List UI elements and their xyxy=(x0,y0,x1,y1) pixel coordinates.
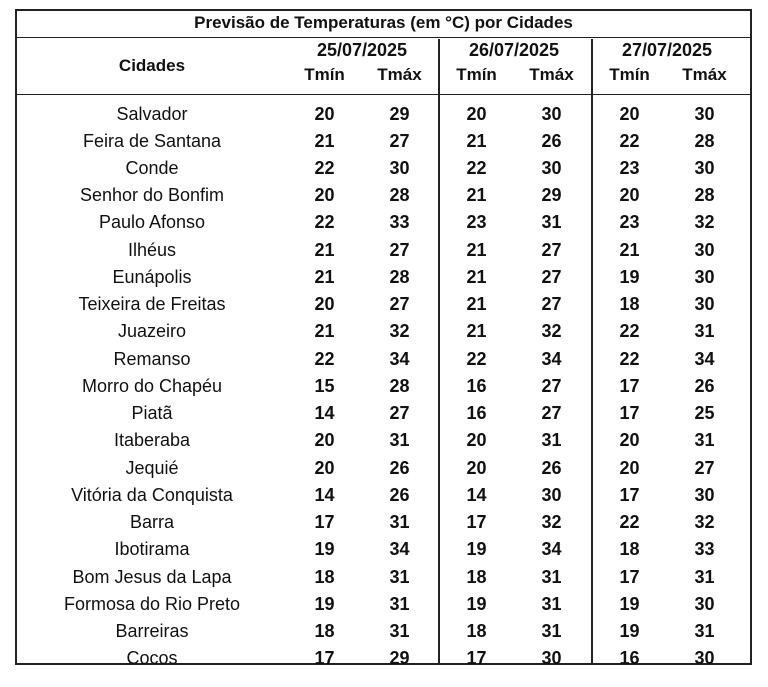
cities-column-header: Cidades xyxy=(118,55,186,75)
tmin-value: 20 xyxy=(314,430,335,450)
tmax-value: 26 xyxy=(389,485,410,505)
table-row xyxy=(17,128,750,155)
tmin-value: 17 xyxy=(466,648,487,668)
tmax-value: 33 xyxy=(694,539,715,559)
tmin-value: 20 xyxy=(314,185,335,205)
table-row xyxy=(17,101,750,128)
tmax-value: 26 xyxy=(389,458,410,478)
tmin-value: 18 xyxy=(466,567,487,587)
tmin-value: 21 xyxy=(466,294,487,314)
city-name: Eunápolis xyxy=(112,267,192,287)
city-name: Remanso xyxy=(113,349,191,369)
table-row xyxy=(17,564,750,591)
date-header-3: 27/07/2025 xyxy=(621,40,713,60)
city-name: Bom Jesus da Lapa xyxy=(72,567,232,587)
table-header xyxy=(17,37,750,95)
table-row xyxy=(17,182,750,209)
tmin-value: 18 xyxy=(619,539,640,559)
tmin-value: 18 xyxy=(619,294,640,314)
tmin-value: 18 xyxy=(314,621,335,641)
tmax-value: 29 xyxy=(541,185,562,205)
tmin-value: 15 xyxy=(314,376,335,396)
tmin-value: 14 xyxy=(466,485,487,505)
city-name: Juazeiro xyxy=(117,321,187,341)
tmax-value: 27 xyxy=(389,131,410,151)
tmax-value: 31 xyxy=(694,621,715,641)
tmax-value: 30 xyxy=(389,158,410,178)
city-name: Senhor do Bonfim xyxy=(79,185,225,205)
table-row xyxy=(17,536,750,563)
tmax-value: 29 xyxy=(389,648,410,668)
city-name: Teixeira de Freitas xyxy=(78,294,226,314)
tmax-value: 31 xyxy=(541,567,562,587)
tmax-value: 26 xyxy=(541,131,562,151)
city-name: Piatã xyxy=(131,403,173,423)
tmax-value: 31 xyxy=(541,212,562,232)
tmin-value: 21 xyxy=(619,240,640,260)
tmax-value: 28 xyxy=(389,376,410,396)
tmax-value: 27 xyxy=(541,267,562,287)
tmax-value: 26 xyxy=(541,458,562,478)
table-row xyxy=(17,264,750,291)
tmax-value: 30 xyxy=(541,158,562,178)
tmax-header: Tmáx xyxy=(377,65,422,84)
tmin-value: 14 xyxy=(314,403,335,423)
tmin-value: 21 xyxy=(466,240,487,260)
table-row xyxy=(17,155,750,182)
tmax-value: 27 xyxy=(389,403,410,423)
tmin-value: 19 xyxy=(314,594,335,614)
tmin-header: Tmín xyxy=(609,65,650,84)
tmin-value: 19 xyxy=(466,539,487,559)
tmax-header: Tmáx xyxy=(682,65,727,84)
table-row xyxy=(17,237,750,264)
table-row xyxy=(17,618,750,645)
tmin-value: 16 xyxy=(619,648,640,668)
tmax-value: 30 xyxy=(694,158,715,178)
tmin-value: 17 xyxy=(314,512,335,532)
city-name: Paulo Afonso xyxy=(98,212,206,232)
tmax-value: 30 xyxy=(541,648,562,668)
tmin-value: 16 xyxy=(466,403,487,423)
tmin-value: 21 xyxy=(314,267,335,287)
table-row xyxy=(17,482,750,509)
tmin-value: 14 xyxy=(314,485,335,505)
city-name: Vitória da Conquista xyxy=(71,485,233,505)
table-title: Previsão de Temperaturas (em °C) por Cidades xyxy=(17,11,750,38)
tmin-value: 22 xyxy=(619,512,640,532)
tmax-value: 30 xyxy=(541,485,562,505)
tmax-value: 28 xyxy=(389,185,410,205)
tmax-value: 31 xyxy=(389,594,410,614)
tmin-value: 20 xyxy=(619,458,640,478)
tmin-value: 19 xyxy=(619,621,640,641)
tmax-value: 26 xyxy=(694,376,715,396)
tmax-value: 28 xyxy=(389,267,410,287)
tmax-value: 30 xyxy=(694,485,715,505)
tmax-value: 28 xyxy=(694,131,715,151)
tmax-value: 31 xyxy=(389,430,410,450)
tmin-value: 21 xyxy=(314,321,335,341)
tmax-value: 27 xyxy=(541,376,562,396)
tmin-value: 23 xyxy=(619,158,640,178)
tmin-value: 18 xyxy=(466,621,487,641)
tmax-value: 27 xyxy=(389,294,410,314)
tmax-value: 30 xyxy=(694,267,715,287)
city-name: Cocos xyxy=(126,648,178,668)
city-name: Ibotirama xyxy=(114,539,190,559)
tmin-value: 20 xyxy=(314,294,335,314)
tmin-value: 16 xyxy=(466,376,487,396)
tmax-value: 27 xyxy=(541,294,562,314)
tmin-value: 22 xyxy=(619,321,640,341)
tmax-value: 27 xyxy=(541,403,562,423)
tmax-header: Tmáx xyxy=(529,65,574,84)
forecast-table xyxy=(15,9,752,668)
tmin-value: 22 xyxy=(466,158,487,178)
city-name: Salvador xyxy=(116,104,188,124)
tmin-value: 23 xyxy=(466,212,487,232)
tmin-value: 22 xyxy=(619,131,640,151)
tmin-value: 17 xyxy=(619,376,640,396)
tmax-value: 32 xyxy=(541,512,562,532)
tmax-value: 30 xyxy=(694,240,715,260)
tmax-value: 30 xyxy=(694,294,715,314)
tmin-value: 21 xyxy=(466,321,487,341)
tmin-value: 21 xyxy=(466,185,487,205)
tmin-value: 19 xyxy=(314,539,335,559)
tmax-value: 31 xyxy=(694,430,715,450)
tmax-value: 32 xyxy=(541,321,562,341)
city-name: Itaberaba xyxy=(113,430,191,450)
tmin-header: Tmín xyxy=(456,65,497,84)
tmax-value: 27 xyxy=(694,458,715,478)
tmax-value: 31 xyxy=(389,621,410,641)
tmin-value: 17 xyxy=(619,403,640,423)
city-name: Feira de Santana xyxy=(82,131,222,151)
tmin-header: Tmín xyxy=(304,65,345,84)
city-name: Barreiras xyxy=(115,621,189,641)
tmax-value: 27 xyxy=(389,240,410,260)
table-row xyxy=(17,318,750,345)
tmax-value: 30 xyxy=(694,594,715,614)
date-header-2: 26/07/2025 xyxy=(468,40,560,60)
tmax-value: 31 xyxy=(541,621,562,641)
tmin-value: 22 xyxy=(314,212,335,232)
tmax-value: 34 xyxy=(694,349,715,369)
city-name: Formosa do Rio Preto xyxy=(63,594,241,614)
tmax-value: 32 xyxy=(389,321,410,341)
tmax-value: 31 xyxy=(541,430,562,450)
tmax-value: 31 xyxy=(541,594,562,614)
date-header-1: 25/07/2025 xyxy=(316,40,408,60)
tmin-value: 21 xyxy=(314,131,335,151)
tmax-value: 34 xyxy=(541,539,562,559)
city-name: Jequié xyxy=(125,458,179,478)
tmax-value: 30 xyxy=(694,104,715,124)
tmax-value: 33 xyxy=(389,212,410,232)
tmax-value: 27 xyxy=(541,240,562,260)
tmin-value: 20 xyxy=(466,430,487,450)
city-name: Ilhéus xyxy=(127,240,177,260)
table-row xyxy=(17,645,750,672)
city-name: Morro do Chapéu xyxy=(81,376,223,396)
tmin-value: 20 xyxy=(314,104,335,124)
tmin-value: 18 xyxy=(314,567,335,587)
tmax-value: 34 xyxy=(389,349,410,369)
tmin-value: 22 xyxy=(314,158,335,178)
tmin-value: 20 xyxy=(619,185,640,205)
table-row xyxy=(17,509,750,536)
tmin-value: 23 xyxy=(619,212,640,232)
tmin-value: 21 xyxy=(466,267,487,287)
table-row xyxy=(17,291,750,318)
tmin-value: 20 xyxy=(466,458,487,478)
tmin-value: 20 xyxy=(619,430,640,450)
tmax-value: 32 xyxy=(694,512,715,532)
city-name: Barra xyxy=(129,512,174,532)
tmin-value: 20 xyxy=(619,104,640,124)
tmax-value: 29 xyxy=(389,104,410,124)
tmax-value: 32 xyxy=(694,212,715,232)
tmax-value: 31 xyxy=(389,512,410,532)
tmin-value: 20 xyxy=(314,458,335,478)
tmax-value: 34 xyxy=(541,349,562,369)
tmin-value: 22 xyxy=(619,349,640,369)
tmin-value: 19 xyxy=(619,594,640,614)
tmax-value: 30 xyxy=(694,648,715,668)
table-row xyxy=(17,346,750,373)
tmax-value: 34 xyxy=(389,539,410,559)
tmin-value: 21 xyxy=(466,131,487,151)
table-row xyxy=(17,209,750,236)
tmin-value: 19 xyxy=(466,594,487,614)
tmin-value: 17 xyxy=(619,485,640,505)
city-name: Conde xyxy=(125,158,179,178)
tmax-value: 31 xyxy=(694,321,715,341)
table-row xyxy=(17,400,750,427)
tmin-value: 21 xyxy=(314,240,335,260)
table-row xyxy=(17,373,750,400)
tmin-value: 19 xyxy=(619,267,640,287)
tmax-value: 31 xyxy=(694,567,715,587)
tmax-value: 25 xyxy=(694,403,715,423)
table-row xyxy=(17,591,750,618)
tmax-value: 30 xyxy=(541,104,562,124)
tmax-value: 31 xyxy=(389,567,410,587)
table-row xyxy=(17,427,750,454)
table-row xyxy=(17,455,750,482)
tmax-value: 28 xyxy=(694,185,715,205)
tmin-value: 17 xyxy=(619,567,640,587)
tmin-value: 22 xyxy=(314,349,335,369)
tmin-value: 17 xyxy=(314,648,335,668)
tmin-value: 22 xyxy=(466,349,487,369)
tmin-value: 17 xyxy=(466,512,487,532)
tmin-value: 20 xyxy=(466,104,487,124)
